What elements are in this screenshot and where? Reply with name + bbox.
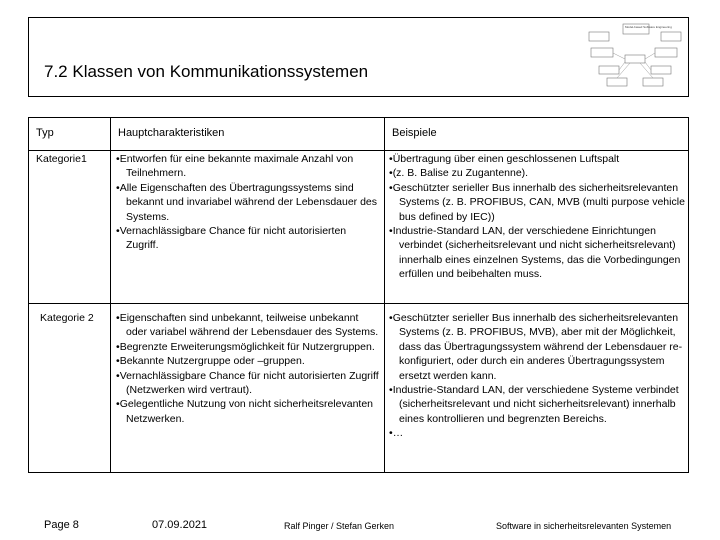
table-left-border (28, 117, 29, 472)
row1-haupt-item: • Entworfen für eine bekannte maximale Anzahl von Teilnehmern. (116, 152, 380, 181)
table-header-divider (28, 150, 689, 151)
table-col-divider-2 (384, 117, 385, 472)
row2-beispiel-item: • Geschützter serieller Bus innerhalb des sicherheitsrelevanten Systems (z. B. PROFIBUS, MVB), aber mit der Möglichkeit, dass das Übertragungssystem während der Lebensdauer re-konfiguriert, oder durch ein anderes Übertragungssystem ersetzt werden kann. (389, 311, 687, 383)
row2-haupt-item: • Gelegentliche Nutzung von nicht sicherheitsrelevanten Netzwerken. (116, 397, 380, 426)
row2-haupt-item: • Begrenzte Erweiterungsmöglichkeit für Nutzergruppen. (116, 340, 380, 354)
table-bottom-border (28, 472, 689, 473)
footer-page-number: Page 8 (44, 519, 79, 531)
row1-beispiel-item: • Übertragung über einen geschlossenen Luftspalt (389, 152, 687, 166)
header-hauptcharakteristiken: Hauptcharakteristiken (118, 127, 225, 139)
row2-haupt-item: • Eigenschaften sind unbekannt, teilweise unbekannt oder variabel während der Lebensdauer des Systems. (116, 311, 380, 340)
footer-authors: Ralf Pinger / Stefan Gerken (284, 521, 395, 531)
table-right-border (688, 117, 689, 472)
row2-haupt-item: • Vernachlässigbare Chance für nicht autorisierten Zugriff (Netzwerken wird vertraut). (116, 369, 380, 398)
row2-beispiel-item: • Industrie-Standard LAN, der verschiedene Systeme verbindet (sicherheitsrelevant und nicht sicherheitsrelevant) innerhalb eines kontrollieren und begrenzten Bereichs. (389, 383, 687, 426)
row1-haupt-item: • Alle Eigenschaften des Übertragungssystems sind bekannt und invariabel während der Lebensdauer des Systems. (116, 181, 380, 224)
row1-beispiel-item: • Industrie-Standard LAN, der verschiedene Einrichtungen verbindet (sicherheitsrelevant und nicht sicherheitsrelevant) innerhalb eines einzelnen Systems, das die Vorbedingungen erfüllen und beibehalten muss. (389, 224, 687, 282)
row2-haupt-item: • Bekannte Nutzergruppe oder –gruppen. (116, 354, 380, 368)
row1-beispiel-item: • Geschützter serieller Bus innerhalb des sicherheitsrelevanten Systems (z. B. PROFIBUS, CAN, MVB (multi purpose vehicle bus defined by IEC)) (389, 181, 687, 224)
process-diagram-thumbnail (585, 22, 685, 92)
row2-typ: Kategorie 2 (40, 312, 94, 324)
row2-haupt (116, 311, 380, 426)
row2-beispiele (389, 311, 687, 441)
diagram-top-label: Model-based Software Engineering (625, 25, 672, 29)
row1-beispiel-item: • (z. B. Balise zu Zugantenne). (389, 166, 687, 180)
row1-beispiele (389, 152, 687, 282)
row2-beispiel-item: • … (389, 426, 687, 440)
row1-typ: Kategorie1 (36, 153, 87, 165)
table-top-border (28, 117, 689, 118)
slide-title: 7.2 Klassen von Kommunikationssystemen (44, 62, 369, 81)
table-row-divider (28, 303, 689, 304)
row1-haupt-item: • Vernachlässigbare Chance für nicht autorisierten Zugriff. (116, 224, 380, 253)
row1-haupt (116, 152, 380, 253)
header-beispiele: Beispiele (392, 127, 437, 139)
table-col-divider-1 (110, 117, 111, 472)
footer-date: 07.09.2021 (152, 519, 208, 531)
footer-course-title: Software in sicherheitsrelevanten Systemen (496, 521, 672, 531)
header-typ: Typ (36, 127, 54, 139)
